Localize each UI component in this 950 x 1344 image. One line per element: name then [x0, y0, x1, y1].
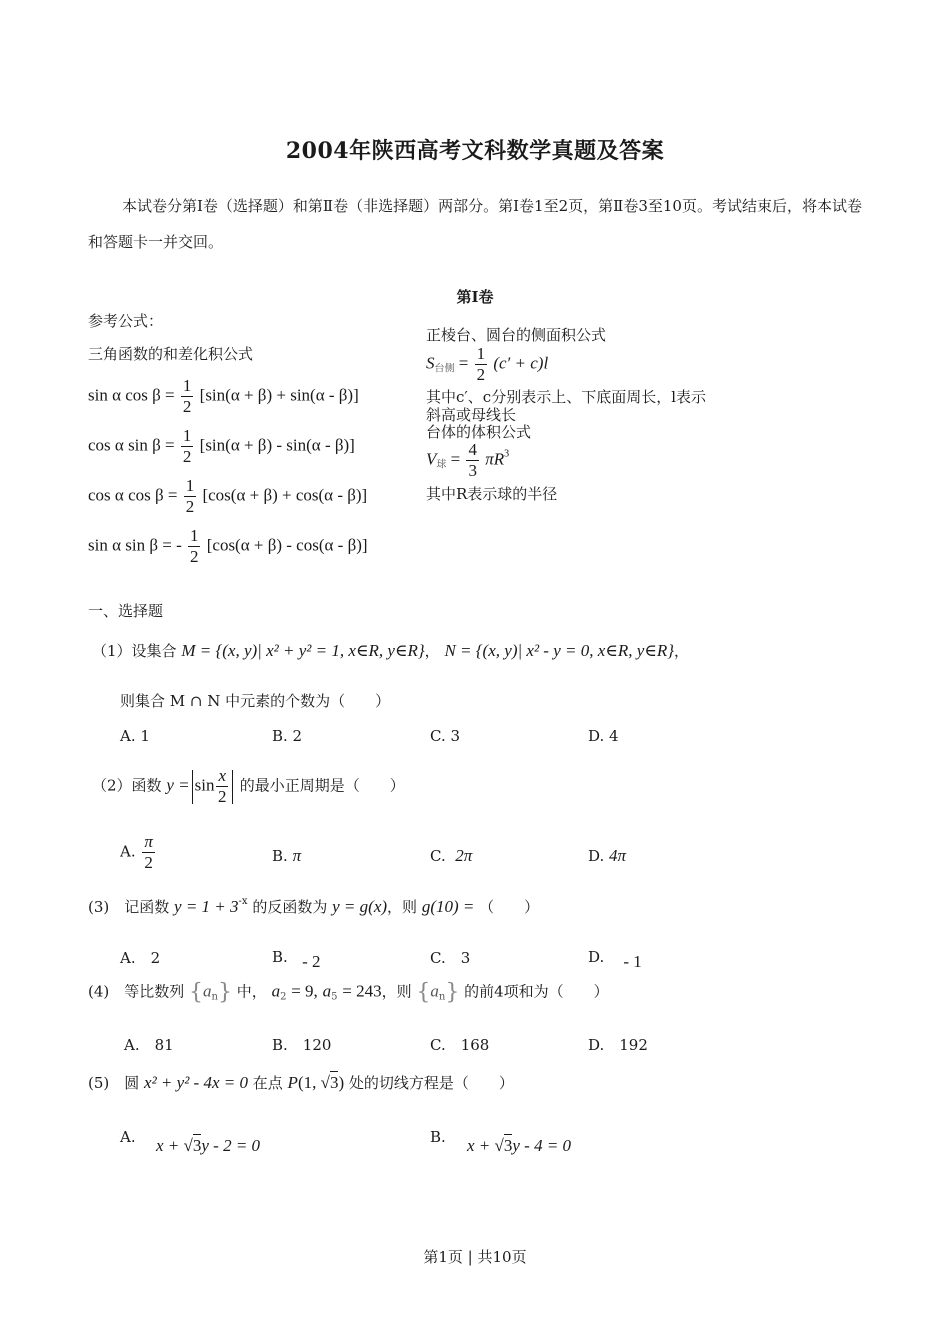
fraction-den: 2: [182, 397, 192, 416]
q2-option-d: [588, 846, 626, 866]
frustum-subscript: 台侧: [434, 363, 455, 375]
q4-then: ，则: [381, 982, 412, 1001]
formula-4-rhs: [cos(α + β) - cos(α - β)]: [206, 535, 368, 555]
question-3: [88, 896, 539, 917]
frustum-equals: =: [458, 353, 469, 373]
sphere-subscript: 球: [436, 459, 447, 471]
formula-4-lhs: sin α sin β = -: [88, 535, 182, 555]
q1-option-d: D. 4: [588, 727, 619, 745]
frustum-label: 正棱台、圆台的侧面积公式: [426, 326, 607, 344]
q1-end: ，: [674, 642, 690, 660]
fraction-num: 1: [476, 344, 486, 363]
q5-point-root: 3: [329, 1073, 339, 1092]
q4-option-d: D. 192: [588, 1036, 648, 1054]
question-2: [92, 766, 405, 807]
q3-inverse: y = g(x): [332, 897, 388, 916]
frustum-note-1: 其中c′、c分别表示上、下底面周长，l表示: [426, 388, 707, 406]
fraction-den: 2: [189, 547, 199, 566]
q5-option-b-pre: x +: [467, 1136, 495, 1155]
q5-point-close: ): [338, 1073, 345, 1092]
q3-label: (3) 记函数: [88, 898, 170, 916]
q3-exponent: -x: [238, 896, 248, 907]
q2-fraction: [216, 766, 228, 807]
abs-bar-left: [192, 770, 193, 804]
q3-option-d-label: D.: [588, 948, 605, 966]
fraction-den: 2: [182, 447, 192, 466]
fraction-num: 1: [182, 376, 192, 395]
sphere-fraction: [466, 440, 479, 481]
sqrt-icon: √: [183, 1136, 193, 1155]
q3-option-d-value: - 1: [623, 952, 642, 971]
q4-mid: 中，: [236, 982, 267, 1001]
trig-label: 三角函数的和差化积公式: [88, 345, 254, 363]
q2-option-c: [430, 846, 472, 866]
q5-tail: 处的切线方程是（ ）: [348, 1074, 514, 1092]
fraction-den: 2: [217, 787, 227, 806]
q4-a5-value: = 243: [342, 981, 382, 1001]
sphere-exponent: 3: [504, 448, 510, 460]
sphere-formula: [426, 440, 509, 481]
q3-option-a: A. 2: [120, 949, 161, 967]
sphere-rhs: πR: [485, 449, 505, 469]
q5-option-a-pre: x +: [156, 1136, 184, 1155]
q4-option-a: A. 81: [124, 1036, 174, 1054]
q2-y: y =: [166, 775, 190, 795]
q2-option-a-label: A.: [120, 842, 136, 861]
q5-option-b: [467, 1136, 571, 1156]
q3-then: ，则: [387, 898, 418, 916]
q5-option-a-root: 3: [192, 1136, 202, 1155]
q1-label: （1）设集合: [92, 642, 177, 660]
sqrt-icon: √: [494, 1136, 504, 1155]
q2-option-a-fraction: [142, 832, 155, 873]
q3-function: y = 1 + 3: [174, 897, 239, 916]
abs-bar-right: [232, 770, 233, 804]
q3-paren: （ ）: [479, 898, 540, 916]
sqrt-icon: √: [320, 1073, 330, 1092]
q4-seq-sub: n: [211, 991, 218, 1003]
q5-option-a: [156, 1136, 260, 1156]
q2-option-c-value: 2π: [455, 846, 473, 865]
sphere-note: 其中R表示球的半径: [426, 485, 558, 503]
fraction-den: 2: [144, 853, 153, 872]
formula-2-rhs: [sin(α + β) - sin(α - β)]: [199, 435, 355, 455]
q5-option-a-label: A.: [120, 1128, 136, 1146]
q4-tail: 的前4项和为（ ）: [464, 982, 609, 1001]
q1-line-2: 则集合 M ∩ N 中元素的个数为（ ）: [120, 692, 391, 710]
q5-option-b-label: B.: [430, 1128, 446, 1146]
q1-separator: ，: [424, 642, 440, 660]
fraction-num: 4: [468, 440, 477, 459]
fraction-num: 1: [189, 526, 199, 545]
q4-option-c: C. 168: [430, 1036, 490, 1054]
q3-option-b-label: B.: [272, 948, 288, 966]
q2-option-b-value: π: [292, 846, 302, 865]
fraction-num: 1: [185, 476, 195, 495]
q5-option-a-post: y - 2 = 0: [201, 1136, 261, 1155]
page-footer: 第1页 | 共10页: [423, 1248, 527, 1266]
q4-seq: a: [203, 981, 212, 1001]
q4-a2: a: [271, 981, 281, 1001]
q2-sin: sin: [194, 775, 215, 795]
question-1: [92, 640, 689, 661]
q4-a5: a: [322, 981, 332, 1001]
formula-3-rhs: [cos(α + β) + cos(α - β)]: [202, 485, 368, 505]
formula-2-lhs: cos α sin β =: [88, 435, 175, 455]
fraction-num: x: [218, 766, 226, 785]
reference-label: 参考公式：: [88, 312, 164, 330]
page-title: 2004年陕西高考文科数学真题及答案: [285, 138, 665, 164]
q2-option-d-value: 4π: [609, 846, 627, 865]
formula-2: [88, 426, 355, 467]
q1-option-c: C. 3: [430, 727, 461, 745]
frustum-formula: [426, 344, 548, 385]
q1-set-M: M = {(x, y)| x² + y² = 1, x∈R, y∈R}: [181, 641, 425, 660]
fraction-num: π: [144, 832, 153, 851]
q5-at: 在点: [252, 1074, 283, 1092]
q3-mid: 的反函数为: [252, 898, 328, 916]
q2-option-b: [272, 846, 301, 866]
q3-option-c: C. 3: [430, 949, 471, 967]
q4-seq-2: a: [430, 981, 439, 1001]
q5-circle: x² + y² - 4x = 0: [144, 1073, 248, 1092]
q2-option-b-label: B.: [272, 847, 288, 865]
brace-open: {: [189, 980, 204, 1005]
fraction-half: [184, 476, 197, 517]
q4-label: (4) 等比数列: [88, 982, 185, 1001]
formula-3-lhs: cos α cos β =: [88, 485, 178, 505]
fraction-den: 2: [185, 497, 195, 516]
q2-option-d-label: D.: [588, 847, 605, 865]
question-5: [88, 1072, 514, 1093]
formula-1: [88, 376, 359, 417]
q1-set-N: N = {(x, y)| x² - y = 0, x∈R, y∈R}: [444, 641, 675, 660]
sphere-equals: =: [450, 449, 461, 469]
q3-ask: g(10) =: [421, 897, 475, 916]
q1-option-b: B. 2: [272, 727, 303, 745]
q3-option-b-value: - 2: [302, 952, 321, 971]
q2-tail: 的最小正周期是（ ）: [239, 776, 405, 795]
q5-point-open: (1,: [297, 1073, 321, 1092]
q4-a2-sub: 2: [280, 991, 287, 1003]
frustum-note-2: 斜高或母线长: [426, 406, 517, 424]
q4-option-b: B. 120: [272, 1036, 332, 1054]
fraction-den: 2: [476, 365, 486, 384]
q2-label: （2）函数: [92, 776, 162, 795]
formula-4: [88, 526, 368, 567]
fraction-half: [181, 376, 194, 417]
sphere-V: V: [426, 449, 437, 469]
fraction-half: [188, 526, 201, 567]
q5-label: (5) 圆: [88, 1074, 140, 1092]
formula-1-rhs: [sin(α + β) + sin(α - β)]: [199, 385, 359, 405]
q4-a2-value: = 9,: [291, 981, 318, 1001]
q4-a5-sub: 5: [331, 991, 338, 1003]
part-heading: 一、选择题: [88, 602, 164, 620]
fraction-num: 1: [182, 426, 192, 445]
formula-1-lhs: sin α cos β =: [88, 385, 175, 405]
q3-option-b: [272, 947, 321, 971]
brace-close: }: [445, 980, 460, 1005]
question-4: [88, 980, 609, 1005]
q1-option-a: A. 1: [120, 727, 150, 745]
section-heading: 第Ⅰ卷: [456, 288, 494, 306]
formula-3: [88, 476, 367, 517]
q2-option-c-label: C.: [430, 847, 446, 865]
volume-label: 台体的体积公式: [426, 423, 532, 441]
fraction-den: 3: [468, 461, 477, 480]
fraction-half: [181, 426, 194, 467]
q5-point-P: P: [287, 1073, 298, 1092]
q2-option-a: [120, 832, 157, 873]
frustum-rhs: (c′ + c)l: [493, 353, 549, 373]
q3-option-d: [588, 947, 642, 971]
frustum-S: S: [426, 353, 435, 373]
brace-open: {: [416, 980, 431, 1005]
brace-close: }: [217, 980, 232, 1005]
q5-option-b-post: y - 4 = 0: [512, 1136, 572, 1155]
q4-seq-2-sub: n: [438, 991, 446, 1003]
q5-option-b-root: 3: [503, 1136, 513, 1155]
fraction-half: [475, 344, 488, 385]
intro-paragraph: 本试卷分第Ⅰ卷（选择题）和第Ⅱ卷（非选择题）两部分。第Ⅰ卷1至2页，第Ⅱ卷3至10页。考试结束后，将本试卷和答题卡一并交回。: [88, 197, 862, 251]
